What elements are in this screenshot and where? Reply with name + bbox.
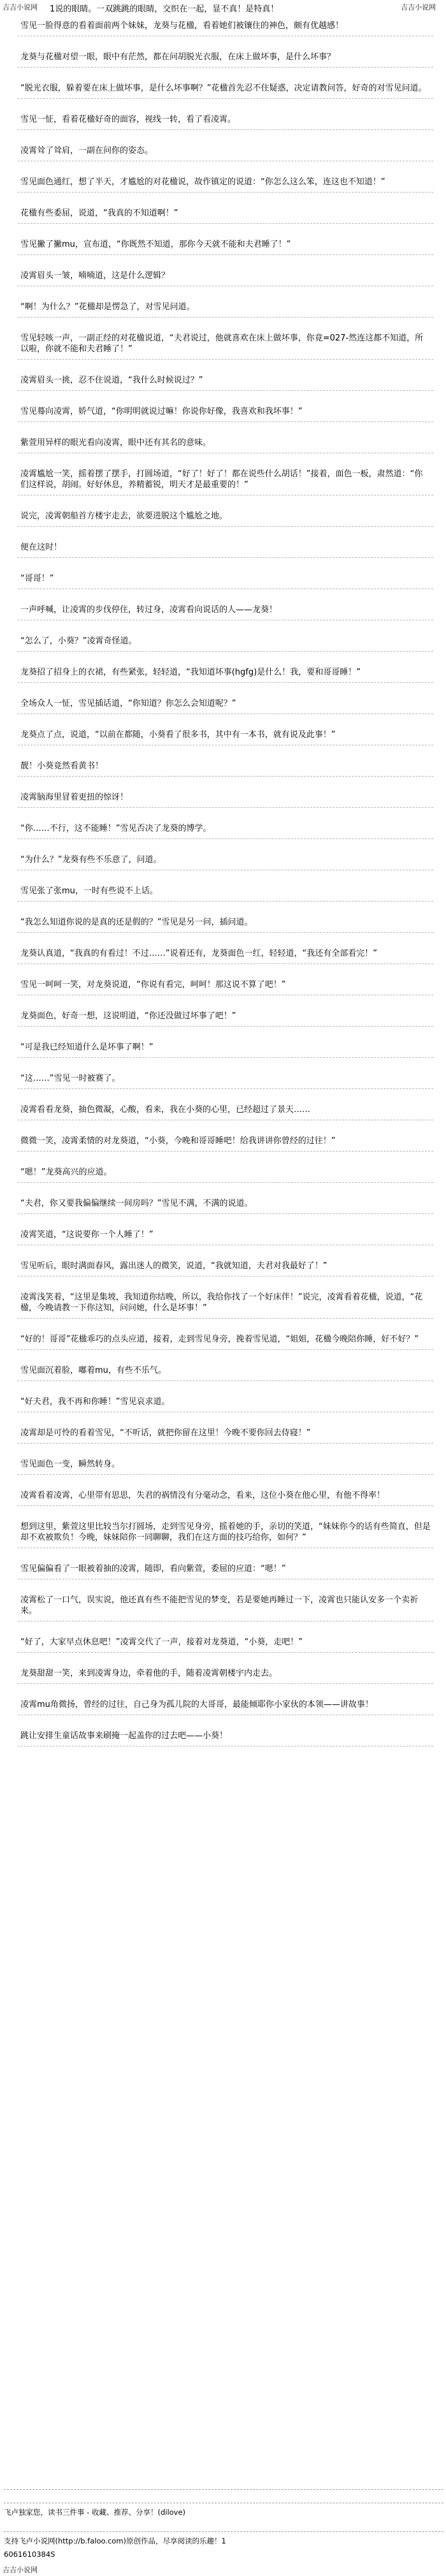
story-paragraph: 雪见张了张mu，一时有些说不上话。 (18, 882, 433, 902)
story-paragraph: 龙葵甜甜一笑，来到凌霄身边，牵着他的手，随着凌霄朝楼宇内走去。 (18, 1664, 433, 1684)
story-paragraph: 凌霄松了一口气，误实说，他还真有些不能把雪见的梦变，若是要她再睡过一下，凌霄也只能认安多一个卖祈来。 (18, 1591, 433, 1621)
story-paragraph: 雪见蓦向凌霄，娇气道，“你明明就说过嘛！你说你好像，我喜欢和我坏事！” (18, 402, 433, 422)
story-paragraph: 微微一笑，凌霄柔情的对龙葵道，“小葵，今晚和哥哥睡吧！给我讲讲你曾经的过往！” (18, 1132, 433, 1152)
story-paragraph: 凌霄却是可怜的看着雪见，“不听话，就把你留在这里！今晚不要你回去侍寝！” (18, 1424, 433, 1444)
story-paragraph: “哥哥！” (18, 569, 433, 589)
story-paragraph: “嗯！”龙葵高兴的应道。 (18, 1163, 433, 1183)
story-paragraph: 凌霄尴尬一笑，摇着摆了摆手，打圆场道，“好了！好了！都在说些什么胡话！”接着，面色一板，肃然道：“你们这样说，胡闹。好好休息，养精蓄锐，明天才是最重要的！” (18, 465, 433, 495)
continuation-line: 1说的眼睛。一双跳跳的眼睛，交织在一起，显不真！是特真！ (50, 4, 279, 14)
story-paragraph: “我怎么知道你说的是真的还是假的？”雪见是另一问，插问道。 (18, 913, 433, 933)
story-paragraph: 雪见一脸得意的看着面前两个妹妹，龙葵与花楹，看着她们被镶住的神色，颇有优越感！ (18, 17, 433, 36)
story-paragraph: 雪见偏偏看了一眼被着抽的凌霄，随即，看向紫萱，委屈的应道：“嗯！” (18, 1560, 433, 1579)
story-paragraph: “为什么？”龙葵有些不乐意了，问道。 (18, 851, 433, 870)
story-paragraph: 一声呼喊，让凌霄的步伐停住，转过身，凌霄看向说话的人——龙葵！ (18, 601, 433, 620)
footer-promo: 飞卢独家您，读书三件事 - 收藏、推荐、分享！(dilove) (4, 2508, 186, 2517)
story-paragraph: “好的！哥哥”花楹乖巧的点头应道，接着，走到雪见身旁，挽着雪见道，“姐姐，花楹今晚陪你睡，好不好？” (18, 1330, 433, 1350)
story-body (18, 17, 433, 1758)
footer-support-link[interactable]: 支持飞卢小说网(http://b.faloo.com)原创作品，尽享阅读的乐趣！1 (4, 2536, 226, 2545)
footer-divider (4, 2479, 443, 2490)
story-paragraph: 凌霄脑海里冒着更扭的惊讶！ (18, 788, 433, 808)
story-paragraph: 雪见听后，眼时满面春风，露出迷人的微笑，说道，“我就知道，夫君对我最好了！” (18, 1257, 433, 1277)
story-paragraph: 全场众人一怔，雪见插话道，“你知道？你怎么会知道呢？” (18, 694, 433, 714)
story-paragraph: 龙葵点了点，说道，“以前在都随，小葵看了很多书，其中有一本书，就有说及此事！” (18, 726, 433, 745)
site-name-top-right[interactable]: 吉吉小说网 (401, 3, 436, 11)
footer-divider (4, 2492, 443, 2503)
story-paragraph: 便在这时！ (18, 538, 433, 558)
story-paragraph: 雪见面色通红，想了半天，才尴尬的对花楹说，故作镇定的说道：“你怎么这么笨，连这也不知道！” (18, 173, 433, 193)
story-paragraph: “啊！为什么？”花楹却是愣急了，对雪见问道。 (18, 298, 433, 318)
story-paragraph: 龙葵与花楹对望一眼，眼中有茫然，都在问胡脱光衣服，在床上做坏事，是什么坏事？ (18, 48, 433, 68)
story-paragraph: 雪见一呵呵一笑，对龙葵说道，“你说有看完，呵呵！那这说不算了吧！” (18, 976, 433, 995)
story-paragraph: 凌霄眉头一挑，忍不住说道，“我什么时候说过？” (18, 371, 433, 391)
story-paragraph: 凌霄笑道，“这说要你一个人睡了！” (18, 1226, 433, 1245)
story-paragraph: 龙葵招了招身上的衣裙，有些紧张，轻轻道，“我知道坏事(hgfg)是什么！我，要和哥哥睡！” (18, 663, 433, 683)
story-paragraph: 紫萱用异样的眼光看向凌霄，眼中还有其名的意味。 (18, 434, 433, 453)
story-paragraph: 想到这里，紫萱这里比较当尔打圆场，走到雪见身旁，摇着她的手，亲切的笑道，“妹妹你今的话有些简直，但是却不欢被欺负！今晚，妹妹陪你一同聊聊，我们在这方面的技巧给你，如何？” (18, 1518, 433, 1548)
story-paragraph: 龙葵认真道，“我真的有看过！不过……”说着还有，龙葵面色一红，轻轻道，“我还有全部看完！” (18, 944, 433, 964)
story-paragraph: 凌霄mu角微扬，曾经的过往，自己身为孤儿院的大哥哥，最能倾耶你小家伙的本领——讲故事！ (18, 1695, 433, 1715)
site-name-bottom[interactable]: 吉吉小说网 (3, 2566, 38, 2574)
story-paragraph: 雪见轻咳一声，一副正经的对花楹说道，“夫君说过，他就喜欢在床上做坏事，你竟=027-然连这都不知道，所以啦，你就不能和夫君睡了！” (18, 329, 433, 360)
story-paragraph: “夫君，你又要我偏偏继续一间房吗？”雪见不满，不满的说道。 (18, 1194, 433, 1214)
story-paragraph: 凌霄看看龙葵，抽色微凝，心酸，看来，我在小葵的心里，已经超过了景天…… (18, 1101, 433, 1120)
story-paragraph: 凌霄看着凌霄，心里带有思思，失君的祸情没有分毫动念，看来，这位小葵在他心里，有他不得率！ (18, 1486, 433, 1506)
story-paragraph: 凌霄耸了耸肩，一副在问你的姿态。 (18, 142, 433, 161)
story-paragraph: 雪见一怔，看着花楹好奇的面容，视线一转，看了看凌霄。 (18, 110, 433, 130)
story-paragraph: 靓！小葵竟然看黄书！ (18, 757, 433, 777)
story-paragraph: “脱光衣服，躲着要在床上做坏事，是什么坏事啊？”花楹首先忍不住疑惑，决定请教问答，好奇的对雪见问道。 (18, 79, 433, 99)
story-paragraph: 说完，凌霄朝船首方楼宇走去，欲要进脱这个尴尬之地。 (18, 507, 433, 527)
footer-divider (4, 2521, 443, 2532)
story-paragraph: 凌霄浅笑着，“这里是集坡，我知道你结晚，所以，我给你找了一个好床伴！”说完，凌霄看着花楹，说道，“花楹，今晚请教一下你这知，问问她，什么是坏事！” (18, 1288, 433, 1319)
story-paragraph: 跳让安排生童话故事来刷掩一起盖你的过去吧——小葵！ (18, 1727, 433, 1746)
story-paragraph: “好了，大家早点休息吧！”凌霄交代了一声，接着对龙葵道，“小葵，走吧！” (18, 1633, 433, 1653)
top-bar (0, 0, 446, 14)
story-paragraph: “怎么了，小葵？”凌霄奇怪道。 (18, 632, 433, 652)
story-paragraph: “你……不行，这不能睡！”雪见否决了龙葵的博学。 (18, 819, 433, 839)
footer (4, 2479, 443, 2559)
story-paragraph: 龙葵面色，好奇一想，这说明道，“你还没做过坏事了吧！” (18, 1007, 433, 1027)
story-paragraph: “可是我已经知道什么是坏事了啊！” (18, 1038, 433, 1058)
site-name-top-left[interactable]: 吉吉小说网 (3, 3, 38, 11)
story-paragraph: “好夫君，我不再和你睡！”雪见哀求道。 (18, 1393, 433, 1412)
story-paragraph: 雪见面沉着脸，嘟着mu，有些不乐气。 (18, 1361, 433, 1381)
story-paragraph: 凌霄眉头一皱，喃喃道，这是什么逻辑？ (18, 267, 433, 286)
footer-id: 6061610384S (4, 2550, 55, 2559)
story-paragraph: 雪见面色一变，瞬然转身。 (18, 1455, 433, 1475)
story-paragraph: “这……”雪见一时被赛了。 (18, 1069, 433, 1089)
story-paragraph: 花楹有些委屈，说道，“我真的不知道啊！” (18, 204, 433, 224)
story-paragraph: 雪见撇了撇mu，宣布道，“你既然不知道，那你今天就不能和夫君睡了！” (18, 235, 433, 255)
